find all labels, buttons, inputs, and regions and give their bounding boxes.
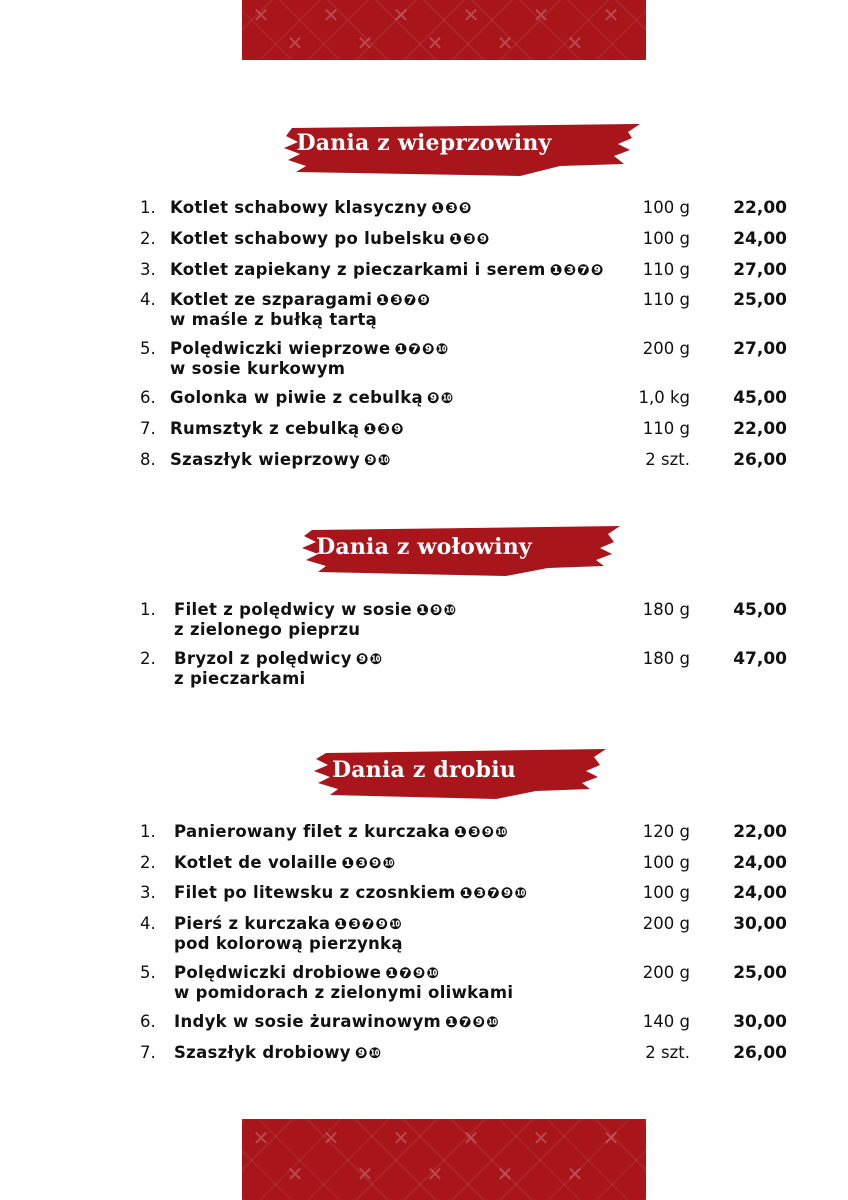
item-price: 24,00 — [733, 229, 787, 249]
fork-knife-icon: ✕ — [356, 1162, 374, 1186]
menu-item — [0, 649, 848, 695]
menu-item — [0, 883, 848, 913]
allergen-icons: ❾❿ — [426, 389, 455, 407]
fork-knife-icon: ✕ — [322, 1126, 340, 1150]
item-number: 8. — [140, 450, 156, 469]
allergen-icons: ❶❼❾❿ — [394, 340, 450, 358]
menu-item — [0, 1012, 848, 1042]
item-name-text: Panierowany filet z kurczaka — [174, 822, 451, 841]
item-weight: 100 g — [642, 229, 690, 248]
fork-knife-pattern — [242, 0, 646, 60]
item-weight: 1,0 kg — [638, 388, 690, 407]
item-number: 4. — [140, 290, 156, 309]
fork-knife-icon: ✕ — [496, 1162, 514, 1186]
item-name-line2: z pieczarkami — [174, 669, 306, 688]
menu-item — [0, 963, 848, 1009]
fork-knife-icon: ✕ — [532, 1126, 550, 1150]
item-weight: 100 g — [642, 853, 690, 872]
menu-item — [0, 419, 848, 449]
item-number: 7. — [140, 1043, 156, 1062]
item-price: 30,00 — [733, 1012, 787, 1032]
fork-knife-icon: ✕ — [426, 31, 444, 55]
item-number: 1. — [140, 600, 156, 619]
item-weight: 180 g — [642, 600, 690, 619]
item-weight: 2 szt. — [645, 450, 690, 469]
menu-item — [0, 853, 848, 883]
allergen-icons: ❶❸❼❾❿ — [459, 884, 529, 902]
fork-knife-icon: ✕ — [602, 3, 620, 27]
item-name-text: Polędwiczki wieprzowe — [170, 339, 391, 358]
item-weight: 140 g — [642, 1012, 690, 1031]
menu-item — [0, 600, 848, 646]
item-number: 2. — [140, 649, 156, 668]
item-name-line2: pod kolorową pierzynką — [174, 934, 403, 953]
item-weight: 120 g — [642, 822, 690, 841]
item-number: 2. — [140, 229, 156, 248]
allergen-icons: ❶❸❾❿ — [454, 823, 509, 841]
item-name-text: Szaszłyk wieprzowy — [170, 450, 361, 469]
item-price: 25,00 — [733, 290, 787, 310]
item-number: 2. — [140, 853, 156, 872]
item-name-line2: w pomidorach z zielonymi oliwkami — [174, 983, 514, 1002]
fork-knife-icon: ✕ — [286, 31, 304, 55]
section-header-beef — [0, 522, 848, 582]
item-number: 7. — [140, 419, 156, 438]
fork-knife-icon: ✕ — [566, 31, 584, 55]
item-name-text: Indyk w sosie żurawinowym — [174, 1012, 442, 1031]
item-name-text: Kotlet ze szparagami — [170, 290, 373, 309]
menu-item — [0, 198, 848, 228]
allergen-icons: ❶❸❼❾ — [549, 261, 605, 279]
item-weight: 200 g — [642, 339, 690, 358]
menu-item — [0, 450, 848, 480]
menu-item — [0, 339, 848, 385]
section-title: Dania z wołowiny — [316, 534, 532, 560]
item-price: 22,00 — [733, 198, 787, 218]
menu-item — [0, 229, 848, 259]
item-name-text: Kotlet zapiekany z pieczarkami i serem — [170, 260, 546, 279]
item-price: 47,00 — [733, 649, 787, 669]
item-name-text: Pierś z kurczaka — [174, 914, 331, 933]
item-name-line2: w sosie kurkowym — [170, 359, 346, 378]
menu-item — [0, 914, 848, 960]
fork-knife-icon: ✕ — [496, 31, 514, 55]
item-name-text: Rumsztyk z cebulką — [170, 419, 360, 438]
top-decorative-band — [242, 0, 646, 60]
menu-item — [0, 260, 848, 290]
allergen-icons: ❶❸❾ — [449, 230, 491, 248]
fork-knife-icon: ✕ — [252, 3, 270, 27]
item-name-text: Szaszłyk drobiowy — [174, 1043, 351, 1062]
menu-item — [0, 290, 848, 336]
item-number: 4. — [140, 914, 156, 933]
item-weight: 110 g — [642, 290, 690, 309]
allergen-icons: ❶❸❾ — [363, 420, 405, 438]
item-number: 5. — [140, 339, 156, 358]
item-weight: 110 g — [642, 260, 690, 279]
allergen-icons: ❶❸❾ — [431, 199, 473, 217]
allergen-icons: ❶❾❿ — [416, 601, 458, 619]
item-name-text: Bryzol z polędwicy — [174, 649, 352, 668]
allergen-icons: ❶❼❾❿ — [445, 1013, 500, 1031]
allergen-icons: ❶❼❾❿ — [385, 964, 441, 982]
item-price: 24,00 — [733, 883, 787, 903]
item-price: 27,00 — [733, 339, 787, 359]
fork-knife-icon: ✕ — [356, 31, 374, 55]
item-name-line2: z zielonego pieprzu — [174, 620, 361, 639]
fork-knife-icon: ✕ — [566, 1162, 584, 1186]
item-price: 26,00 — [733, 1043, 787, 1063]
fork-knife-icon: ✕ — [392, 3, 410, 27]
item-weight: 200 g — [642, 914, 690, 933]
item-price: 45,00 — [733, 600, 787, 620]
item-number: 3. — [140, 883, 156, 902]
allergen-icons: ❶❸❼❾ — [376, 291, 431, 309]
item-number: 1. — [140, 198, 156, 217]
section-title: Dania z wieprzowiny — [296, 130, 552, 156]
item-price: 30,00 — [733, 914, 787, 934]
item-price: 45,00 — [733, 388, 787, 408]
item-price: 25,00 — [733, 963, 787, 983]
fork-knife-icon: ✕ — [532, 3, 550, 27]
menu-item — [0, 1043, 848, 1073]
item-price: 22,00 — [733, 822, 787, 842]
item-name-text: Kotlet schabowy po lubelsku — [170, 229, 446, 248]
item-number: 5. — [140, 963, 156, 982]
item-number: 6. — [140, 1012, 156, 1031]
item-number: 6. — [140, 388, 156, 407]
item-name-text: Golonka w piwie z cebulką — [170, 388, 423, 407]
fork-knife-icon: ✕ — [426, 1162, 444, 1186]
allergen-icons: ❶❸❾❿ — [341, 854, 397, 872]
item-weight: 100 g — [642, 198, 690, 217]
item-weight: 180 g — [642, 649, 690, 668]
item-price: 26,00 — [733, 450, 787, 470]
fork-knife-icon: ✕ — [392, 1126, 410, 1150]
section-header-pork — [0, 120, 848, 180]
fork-knife-pattern — [242, 1119, 646, 1200]
fork-knife-icon: ✕ — [462, 3, 480, 27]
item-name-line2: w maśle z bułką tartą — [170, 310, 378, 329]
item-weight: 200 g — [642, 963, 690, 982]
item-weight: 110 g — [642, 419, 690, 438]
fork-knife-icon: ✕ — [602, 1126, 620, 1150]
allergen-icons: ❾❿ — [355, 650, 384, 668]
fork-knife-icon: ✕ — [252, 1126, 270, 1150]
item-name-text: Filet po litewsku z czosnkiem — [174, 883, 456, 902]
item-weight: 100 g — [642, 883, 690, 902]
allergen-icons: ❶❸❼❾❿ — [334, 915, 403, 933]
menu-item — [0, 822, 848, 852]
item-weight: 2 szt. — [645, 1043, 690, 1062]
fork-knife-icon: ✕ — [322, 3, 340, 27]
item-name-text: Polędwiczki drobiowe — [174, 963, 382, 982]
section-title: Dania z drobiu — [332, 757, 516, 783]
fork-knife-icon: ✕ — [462, 1126, 480, 1150]
item-number: 3. — [140, 260, 156, 279]
section-header-poultry — [0, 745, 848, 805]
item-name-text: Kotlet schabowy klasyczny — [170, 198, 428, 217]
item-price: 24,00 — [733, 853, 787, 873]
menu-item — [0, 388, 848, 418]
fork-knife-icon: ✕ — [286, 1162, 304, 1186]
item-name-text: Filet z polędwicy w sosie — [174, 600, 413, 619]
allergen-icons: ❾❿ — [354, 1044, 383, 1062]
item-price: 27,00 — [733, 260, 787, 280]
item-price: 22,00 — [733, 419, 787, 439]
item-number: 1. — [140, 822, 156, 841]
allergen-icons: ❾❿ — [364, 451, 392, 469]
item-name-text: Kotlet de volaille — [174, 853, 338, 872]
bottom-decorative-band — [242, 1119, 646, 1200]
